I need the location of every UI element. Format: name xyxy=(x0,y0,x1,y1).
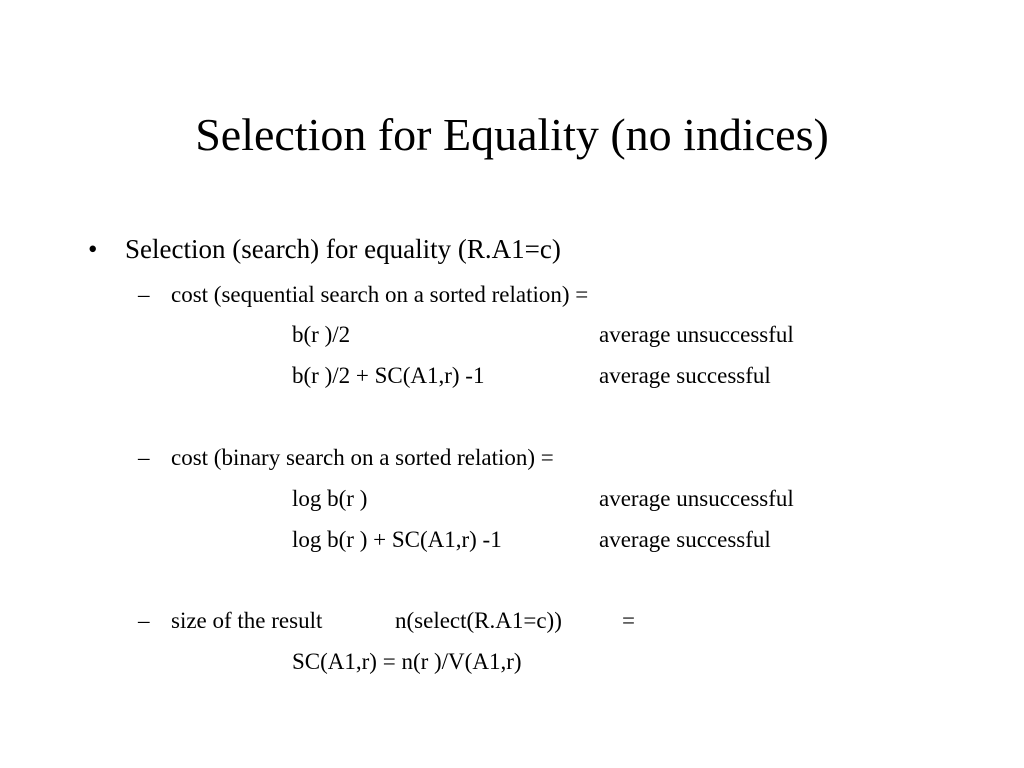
bullet-glyph: • xyxy=(88,234,98,264)
result-size-expression: n(select(R.A1=c)) xyxy=(395,608,562,633)
dash-glyph: – xyxy=(138,608,150,633)
sequential-heading: cost (sequential search on a sorted relation) = xyxy=(171,282,589,307)
formula-label: average unsuccessful xyxy=(599,486,794,511)
equals-sign: = xyxy=(622,608,635,633)
formula-label: average unsuccessful xyxy=(599,322,794,347)
slide-title: Selection for Equality (no indices) xyxy=(195,109,829,160)
formula: log b(r ) xyxy=(292,486,368,511)
formula-label: average successful xyxy=(599,363,771,388)
result-size-heading: size of the result xyxy=(171,608,323,633)
dash-glyph: – xyxy=(138,445,150,470)
binary-heading: cost (binary search on a sorted relation) = xyxy=(171,445,554,470)
main-point-text: Selection (search) for equality (R.A1=c) xyxy=(125,234,561,264)
formula: log b(r ) + SC(A1,r) -1 xyxy=(292,527,502,552)
formula: b(r )/2 xyxy=(292,322,351,347)
formula: SC(A1,r) = n(r )/V(A1,r) xyxy=(292,649,522,674)
formula: b(r )/2 + SC(A1,r) -1 xyxy=(292,363,485,388)
formula-label: average successful xyxy=(599,527,771,552)
dash-glyph: – xyxy=(138,282,150,307)
